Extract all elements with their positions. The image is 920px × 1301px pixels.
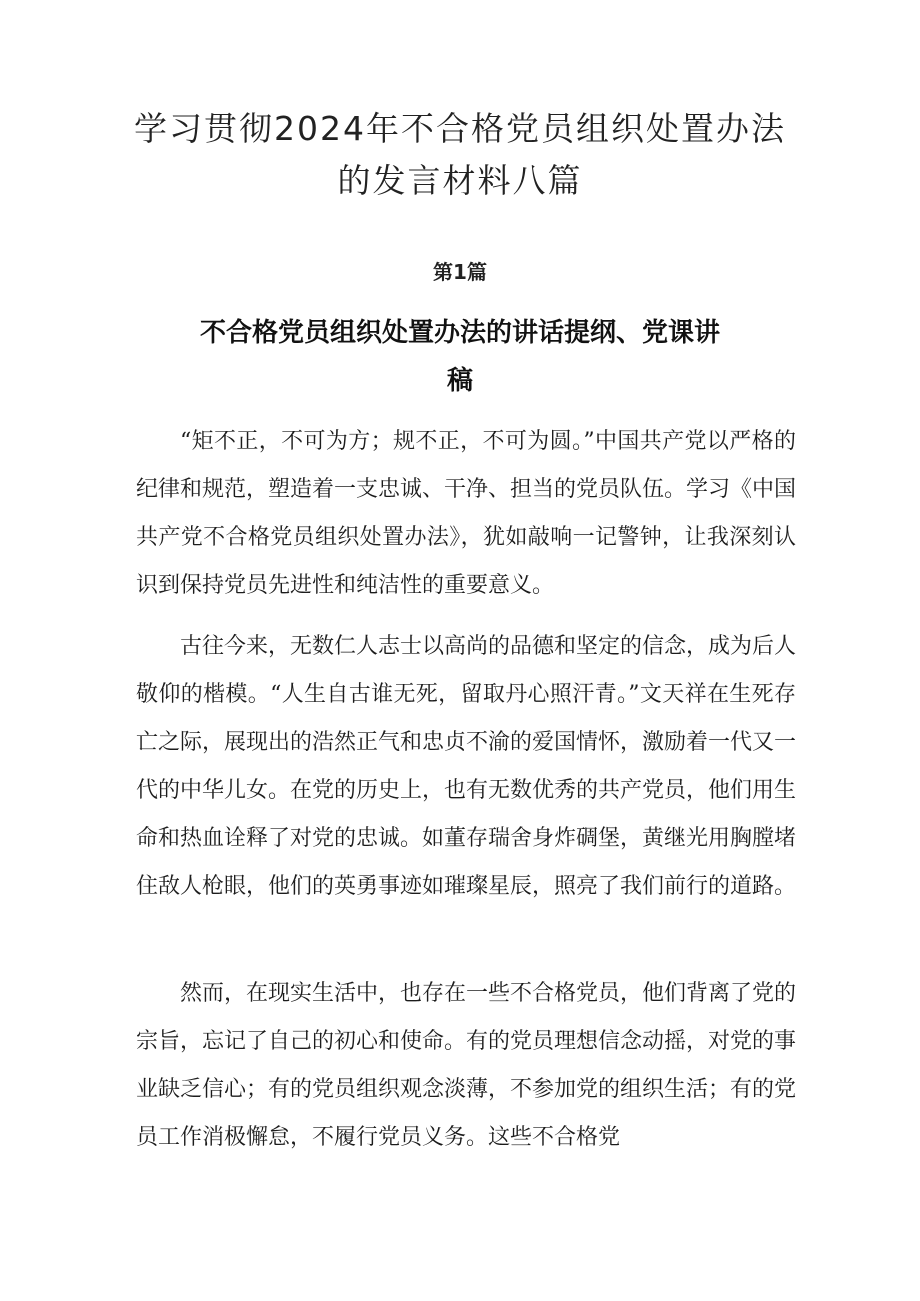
paragraph: 古往今来，无数仁人志士以高尚的品德和坚定的信念，成为后人敬仰的楷模。“人生自古谁无死，留取丹心照汗青。”文天祥在生死存亡之际，展现出的浩然正气和忠贞不渝的爱国情怀，激励着一代又一代的中华儿女。在党的历史上，也有无数优秀的共产党员，他们用生命和热血诠释了对党的忠诚。如董存瑞舍身炸碉堡，黄继光用胸膛堵住敌人枪眼，他们的英勇事迹如璀璨星辰，照亮了我们前行的道路。	[136, 634, 797, 899]
chapter-label: 第1篇	[433, 260, 487, 284]
document-title-line1: 学习贯彻2024年不合格党员组织处置办法	[134, 109, 786, 148]
section-subtitle-line2: 稿	[446, 366, 473, 396]
paragraph: “矩不正，不可为方；规不正，不可为圆。”中国共产党以严格的纪律和规范，塑造着一支忠诚、干净、担当的党员队伍。学习《中国共产党不合格党员组织处置办法》，犹如敲响一记警钟，让我深刻认识到保持党员先进性和纯洁性的重要意义。	[136, 429, 797, 598]
document-title-line2: 的发言材料八篇	[337, 161, 583, 200]
paragraph: 然而，在现实生活中，也存在一些不合格党员，他们背离了党的宗旨，忘记了自己的初心和使命。有的党员理想信念动摇，对党的事业缺乏信心；有的党员组织观念淡薄，不参加党的组织生活；有的党员工作消极懈怠，不履行党员义务。这些不合格党	[136, 981, 797, 1150]
section-subtitle-line1: 不合格党员组织处置办法的讲话提纲、党课讲	[199, 318, 720, 348]
